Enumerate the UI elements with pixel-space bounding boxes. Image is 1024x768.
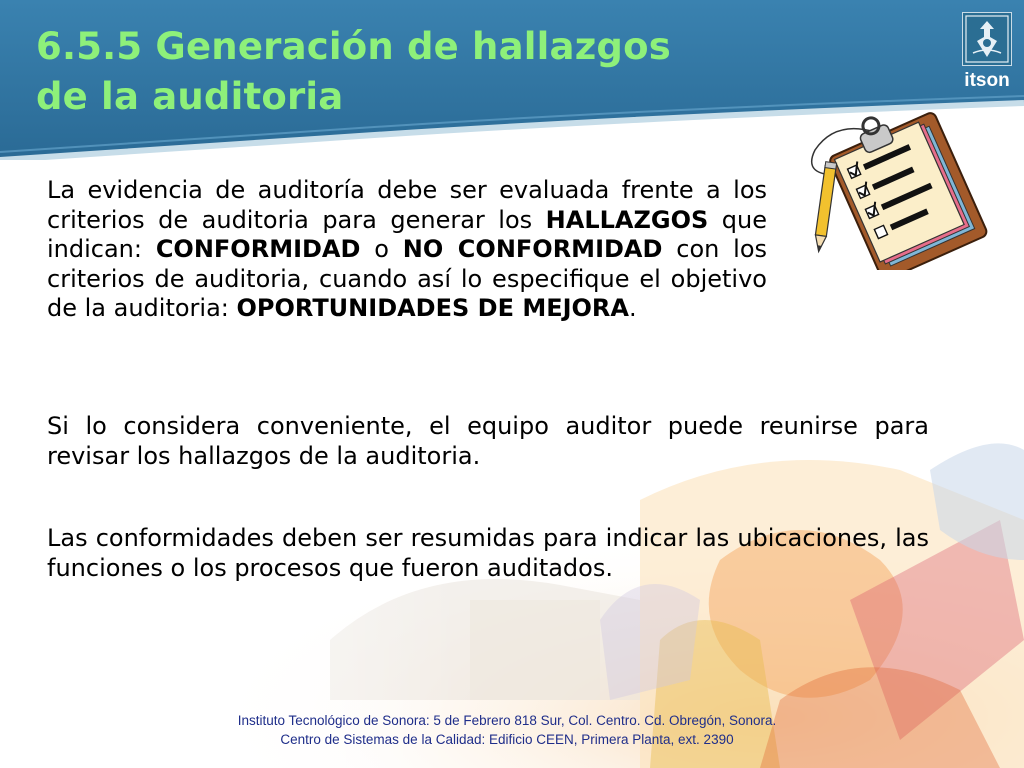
page-title [36,22,671,122]
keyword-oportunidades-de-mejora: OPORTUNIDADES DE MEJORA [236,294,629,322]
paragraph-conformidades: Las conformidades deben ser resumidas para indicar las ubicaciones, las funciones o los procesos que fueron auditados. [47,524,929,582]
footer-department: Centro de Sistemas de la Calidad: Edificio CEEN, Primera Planta, ext. 2390 [280,732,734,747]
title-line-1: 6.5.5 Generación de hallazgos [36,25,671,68]
logo-label: itson [964,70,1010,91]
footer [200,711,814,749]
paragraph1-text: o [360,235,403,263]
keyword-no-conformidad: NO CONFORMIDAD [402,235,663,263]
paragraph1-text: que indican: [47,205,767,263]
paragraph-equipo-auditor: Si lo considera conveniente, el equipo auditor puede reunirse para revisar los hallazgos de la auditoria. [47,412,929,470]
itson-emblem-icon [962,12,1012,66]
clipboard-checklist-icon [795,100,995,270]
keyword-hallazgos: HALLAZGOS [545,205,709,234]
paragraph1-text: con los criterios de auditoria, cuando así lo especifique el objetivo de la auditoria: [47,235,768,322]
title-line-2: de la auditoria [36,75,344,118]
footer-address: Instituto Tecnológico de Sonora: 5 de Febrero 818 Sur, Col. Centro. Cd. Obregón, Sonora. [237,713,777,728]
keyword-conformidad: CONFORMIDAD [155,235,361,263]
paragraph1-text: La evidencia de auditoría debe ser evaluada frente a los criterios de auditoria para generar los [47,176,767,234]
paragraph-hallazgos [47,176,767,324]
paragraph1-text: . [628,294,637,322]
